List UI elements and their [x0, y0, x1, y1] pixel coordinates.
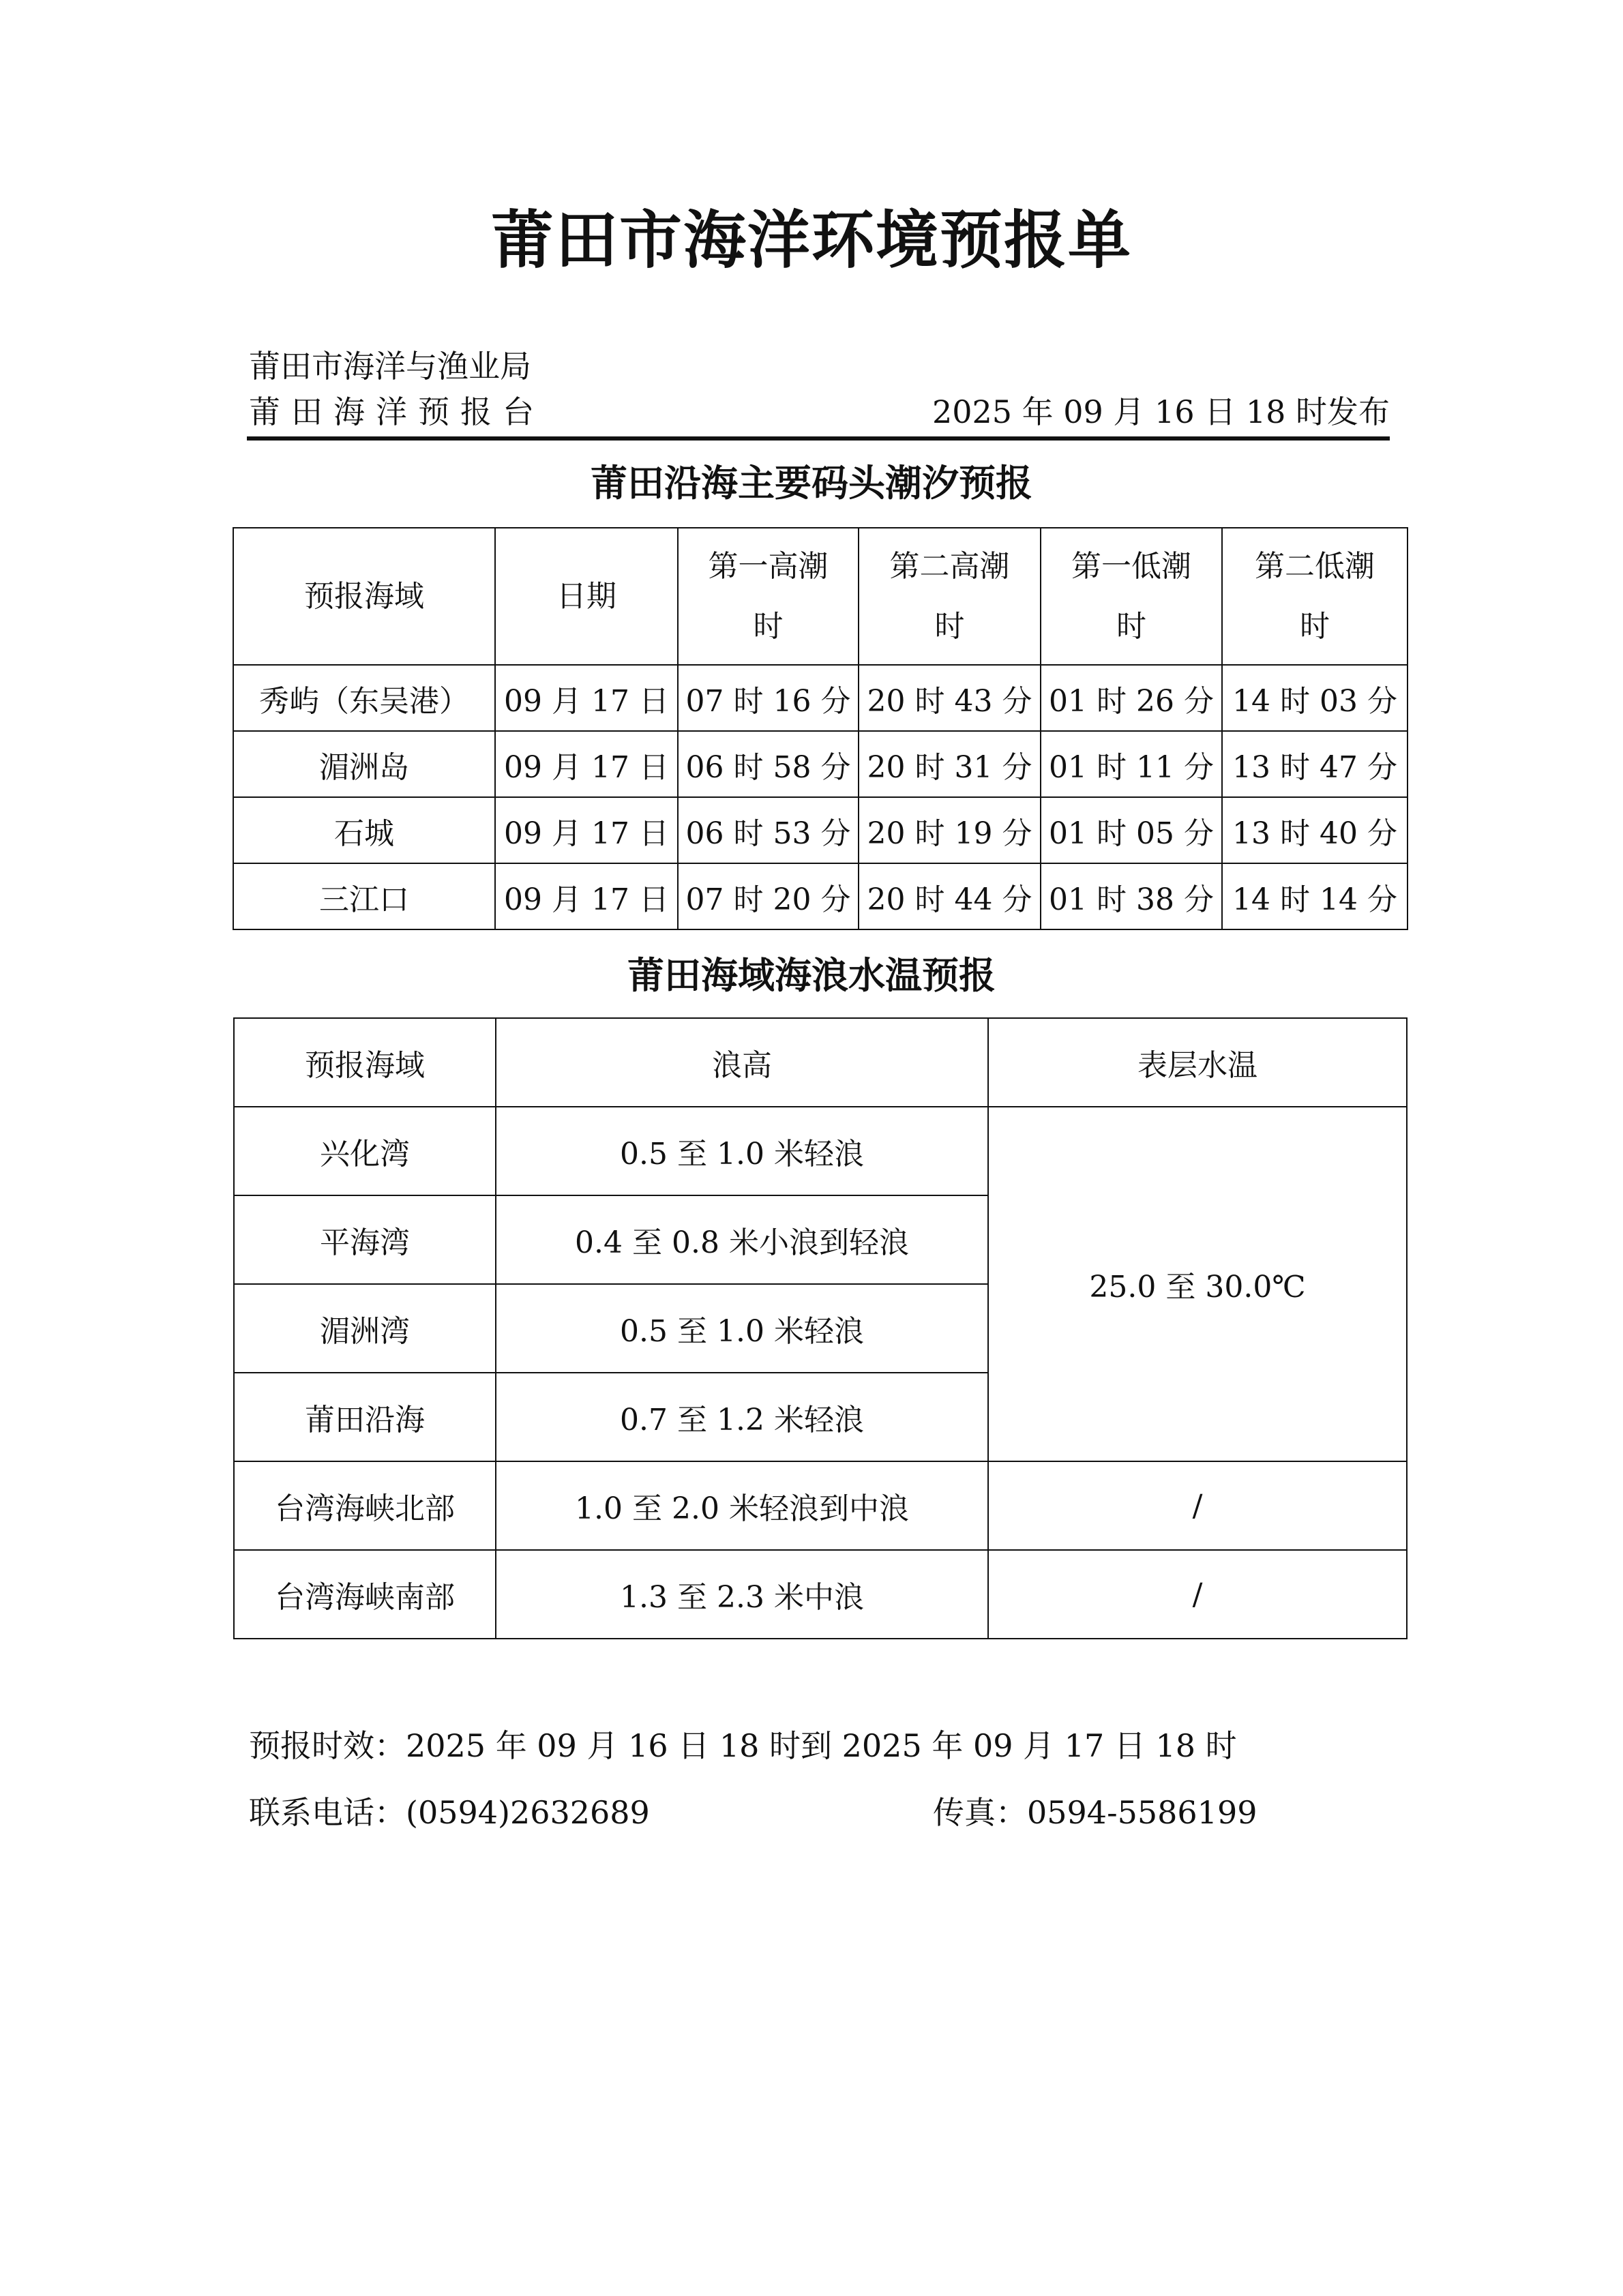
forecast-validity: 预报时效：2025 年 09 月 16 日 18 时到 2025 年 09 月 17 日 18 时 — [249, 1727, 1237, 1764]
wave-area: 平海湾 — [234, 1195, 496, 1284]
wave-temp-merged: 25.0 至 30.0℃ — [988, 1107, 1407, 1461]
wave-height: 0.5 至 1.0 米轻浪 — [496, 1284, 988, 1373]
table-row — [233, 665, 1408, 731]
issue-time: 2025 年 09 月 16 日 18 时发布 — [932, 393, 1390, 430]
table-row — [233, 797, 1408, 863]
tide-high1: 06 时 58 分 — [678, 731, 859, 797]
wave-header-row — [234, 1018, 1407, 1107]
wave-header-area: 预报海域 — [234, 1018, 496, 1107]
table-row — [234, 1461, 1407, 1550]
tide-low2: 13 时 40 分 — [1222, 797, 1408, 863]
tide-header-low2: 第二低潮时 — [1222, 528, 1408, 665]
contact-fax: 传真：0594-5586199 — [933, 1794, 1257, 1831]
tide-header-row — [233, 528, 1408, 665]
tide-high2: 20 时 31 分 — [859, 731, 1041, 797]
tide-header-date: 日期 — [495, 528, 678, 665]
tide-date: 09 月 17 日 — [495, 863, 678, 929]
table-row — [233, 863, 1408, 929]
tide-low1: 01 时 26 分 — [1041, 665, 1222, 731]
wave-height: 1.0 至 2.0 米轻浪到中浪 — [496, 1461, 988, 1550]
station-name: 莆田海洋预报台 — [249, 393, 545, 430]
tide-low2: 14 时 03 分 — [1222, 665, 1408, 731]
wave-header-temp: 表层水温 — [988, 1018, 1407, 1107]
tide-date: 09 月 17 日 — [495, 731, 678, 797]
tide-area: 湄洲岛 — [233, 731, 495, 797]
wave-area: 台湾海峡南部 — [234, 1550, 496, 1639]
tide-date: 09 月 17 日 — [495, 665, 678, 731]
tide-area: 秀屿（东吴港） — [233, 665, 495, 731]
wave-temp: / — [988, 1550, 1407, 1639]
contact-phone: 联系电话：(0594)2632689 — [249, 1794, 650, 1831]
table-row — [234, 1550, 1407, 1639]
page-title: 莆田市海洋环境预报单 — [490, 203, 1132, 277]
tide-high2: 20 时 44 分 — [859, 863, 1041, 929]
tide-low1: 01 时 05 分 — [1041, 797, 1222, 863]
tide-low1: 01 时 11 分 — [1041, 731, 1222, 797]
wave-table — [233, 1017, 1408, 1639]
tide-high1: 07 时 20 分 — [678, 863, 859, 929]
table-row — [234, 1107, 1407, 1195]
header-divider — [247, 436, 1390, 441]
tide-high2: 20 时 19 分 — [859, 797, 1041, 863]
tide-area: 三江口 — [233, 863, 495, 929]
tide-header-low1: 第一低潮时 — [1041, 528, 1222, 665]
wave-header-height: 浪高 — [496, 1018, 988, 1107]
tide-low1: 01 时 38 分 — [1041, 863, 1222, 929]
tide-high2: 20 时 43 分 — [859, 665, 1041, 731]
wave-height: 0.5 至 1.0 米轻浪 — [496, 1107, 988, 1195]
wave-height: 1.3 至 2.3 米中浪 — [496, 1550, 988, 1639]
wave-area: 台湾海峡北部 — [234, 1461, 496, 1550]
tide-header-high2: 第二高潮时 — [859, 528, 1041, 665]
table-row — [233, 731, 1408, 797]
tide-section-title: 莆田沿海主要码头潮汐预报 — [591, 461, 1032, 505]
wave-section-title: 莆田海域海浪水温预报 — [627, 953, 996, 997]
tide-area: 石城 — [233, 797, 495, 863]
wave-area: 湄洲湾 — [234, 1284, 496, 1373]
tide-header-area: 预报海域 — [233, 528, 495, 665]
tide-high1: 07 时 16 分 — [678, 665, 859, 731]
tide-low2: 13 时 47 分 — [1222, 731, 1408, 797]
tide-header-high1: 第一高潮时 — [678, 528, 859, 665]
tide-date: 09 月 17 日 — [495, 797, 678, 863]
tide-high1: 06 时 53 分 — [678, 797, 859, 863]
wave-height: 0.7 至 1.2 米轻浪 — [496, 1373, 988, 1461]
tide-table — [233, 527, 1408, 930]
wave-temp: / — [988, 1461, 1407, 1550]
wave-area: 莆田沿海 — [234, 1373, 496, 1461]
wave-area: 兴化湾 — [234, 1107, 496, 1195]
wave-height: 0.4 至 0.8 米小浪到轻浪 — [496, 1195, 988, 1284]
agency-name: 莆田市海洋与渔业局 — [249, 348, 531, 385]
tide-low2: 14 时 14 分 — [1222, 863, 1408, 929]
